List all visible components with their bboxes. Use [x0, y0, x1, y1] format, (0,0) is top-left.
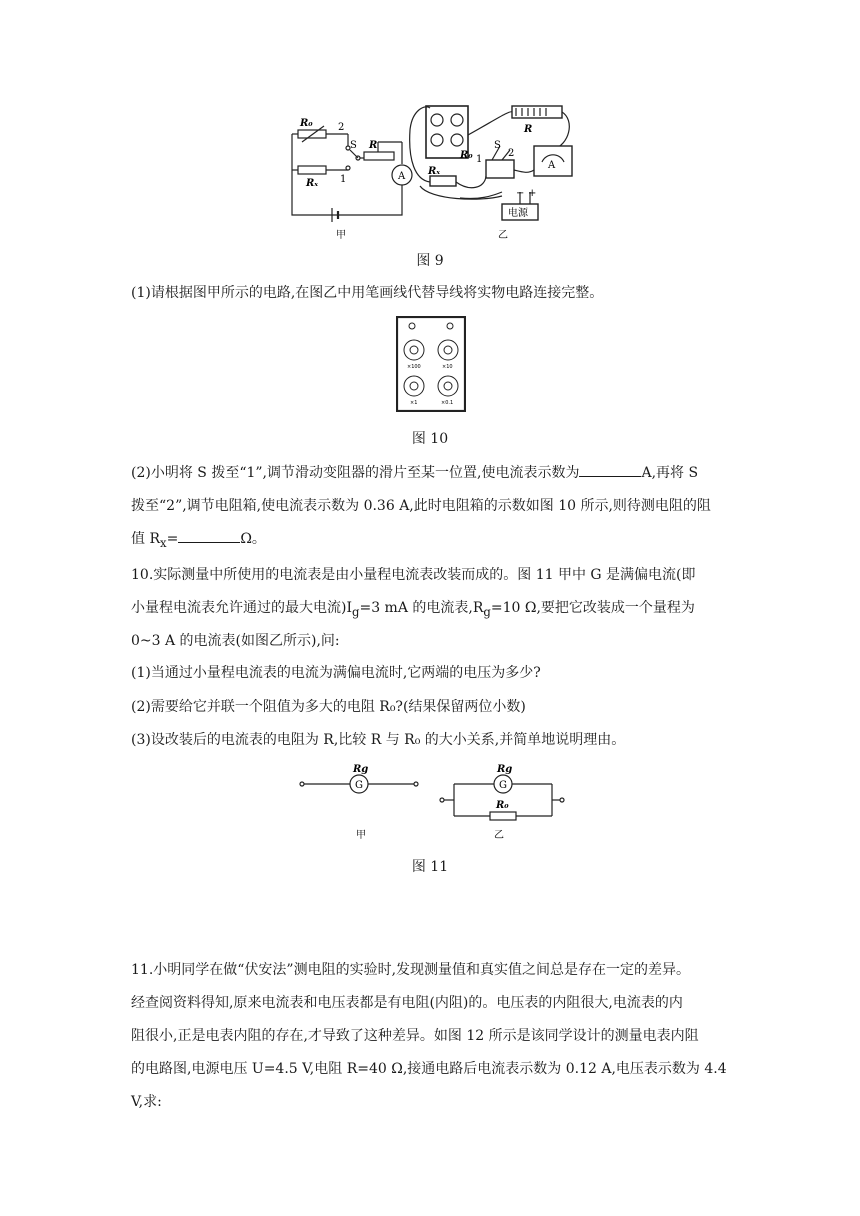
fig9-pos2-label: 2: [338, 122, 345, 133]
fig9-apparatus-ammeter: A: [548, 160, 556, 171]
fig11-jia-g-label: G: [355, 780, 363, 791]
q10-rg-sub: g: [483, 604, 491, 619]
q9-part2-line1: [131, 456, 731, 490]
q9-part2-rx-text: 值 R: [131, 531, 160, 547]
fig9-apparatus-s-label: S: [494, 140, 501, 151]
fig9-plus: +: [528, 188, 537, 199]
q11-line5: V,求:: [131, 1094, 162, 1110]
fig9-jia-label: 甲: [336, 230, 346, 241]
fig9-rx-label: Rₓ: [306, 178, 319, 189]
answer-blank-resistance[interactable]: [178, 528, 240, 543]
q9-part1: (1)请根据图甲所示的电路,在图乙中用笔画线代替导线将实物电路连接完整。: [131, 285, 604, 301]
fig9-apparatus-pos2: 2: [508, 148, 515, 159]
fig9-r0-label: R₀: [300, 118, 313, 129]
dial-label-1: ×1: [410, 400, 418, 406]
figure-11-caption: 图 11: [411, 859, 449, 875]
q11-line4: 的电路图,电源电压 U=4.5 V,电阻 R=40 Ω,接通电路后电流表示数为 0.12 A,电压表示数为 4.4: [131, 1061, 727, 1077]
q10-sub2: (2)需要给它并联一个阻值为多大的电阻 R₀?(结果保留两位小数): [131, 699, 526, 715]
fig9-ammeter-label: A: [398, 171, 406, 182]
q11-line1: 11.小明同学在做“伏安法”测电阻的实验时,发现测量值和真实值之间总是存在一定的差异。: [131, 962, 691, 978]
fig11-jia-rg-label: Rg: [353, 764, 369, 775]
fig11-yi-rg-label: Rg: [497, 764, 513, 775]
q10-line1: 10.实际测量中所使用的电流表是由小量程电流表改装而成的。图 11 甲中 G 是满偏电流(即: [131, 567, 696, 583]
q9-part2-equals: =: [166, 531, 179, 547]
q9-part2-line3: [131, 522, 731, 560]
fig9-power-label: 电源: [508, 208, 528, 219]
fig11-yi-label: 乙: [494, 830, 504, 841]
q11-line3: 阻很小,正是电表内阻的存在,才导致了这种差异。如图 12 所示是该同学设计的测量电表内阻: [131, 1028, 699, 1044]
fig9-minus: −: [516, 188, 525, 199]
fig11-r0-label: R₀: [496, 800, 509, 811]
fig11-yi-g-label: G: [499, 780, 507, 791]
q9-part2-ohm: Ω。: [240, 531, 266, 547]
fig9-apparatus-rx-label: Rₓ: [428, 166, 441, 177]
dial-label-01: ×0.1: [441, 400, 454, 406]
fig9-r-label: R: [369, 140, 378, 151]
fig9-apparatus-r-label: R: [524, 124, 533, 135]
q11-line2: 经查阅资料得知,原来电流表和电压表都是有电阻(内阻)的。电压表的内阻很大,电流表的内: [131, 995, 683, 1011]
answer-blank-current[interactable]: [579, 462, 641, 477]
fig9-s-label: S: [350, 140, 357, 151]
fig9-apparatus-pos1: 1: [476, 154, 483, 165]
q9-part2-text-a: (2)小明将 S 拨至“1”,调节滑动变阻器的滑片至某一位置,使电流表示数为: [131, 465, 580, 481]
q9-part2-rx-sub: x: [160, 535, 167, 550]
q9-part2-line2: 拨至“2”,调节电阻箱,使电流表示数为 0.36 A,此时电阻箱的示数如图 10 所示,则待测电阻的阻: [131, 498, 711, 514]
fig11-jia-label: 甲: [356, 830, 366, 841]
q10-ig-sub: g: [352, 604, 360, 619]
q9-part2-text-b: A,再将 S: [641, 465, 699, 481]
figure-9: [280, 100, 580, 245]
q10-line3: 0~3 A 的电流表(如图乙所示),问:: [131, 633, 340, 649]
q10-line2-b: =3 mA 的电流表,R: [359, 600, 484, 616]
figure-10-caption: 图 10: [411, 431, 449, 447]
fig9-pos1-label: 1: [340, 174, 347, 185]
fig9-yi-label: 乙: [498, 230, 508, 241]
figure-9-caption: 图 9: [416, 253, 444, 269]
q10-line2-c: =10 Ω,要把它改装成一个量程为: [490, 600, 695, 616]
q10-sub1: (1)当通过小量程电流表的电流为满偏电流时,它两端的电压为多少?: [131, 665, 541, 681]
fig9-apparatus-r0-label: R₀: [460, 150, 473, 161]
dial-label-10: ×10: [442, 364, 453, 370]
q10-sub3: (3)设改装后的电流表的电阻为 R,比较 R 与 R₀ 的大小关系,并简单地说明理由。: [131, 732, 626, 748]
figure-10-resistance-box: [396, 316, 466, 412]
figure-11: [296, 762, 566, 842]
q10-line2-a: 小量程电流表允许通过的最大电流)I: [131, 600, 352, 616]
dial-label-100: ×100: [407, 364, 421, 370]
